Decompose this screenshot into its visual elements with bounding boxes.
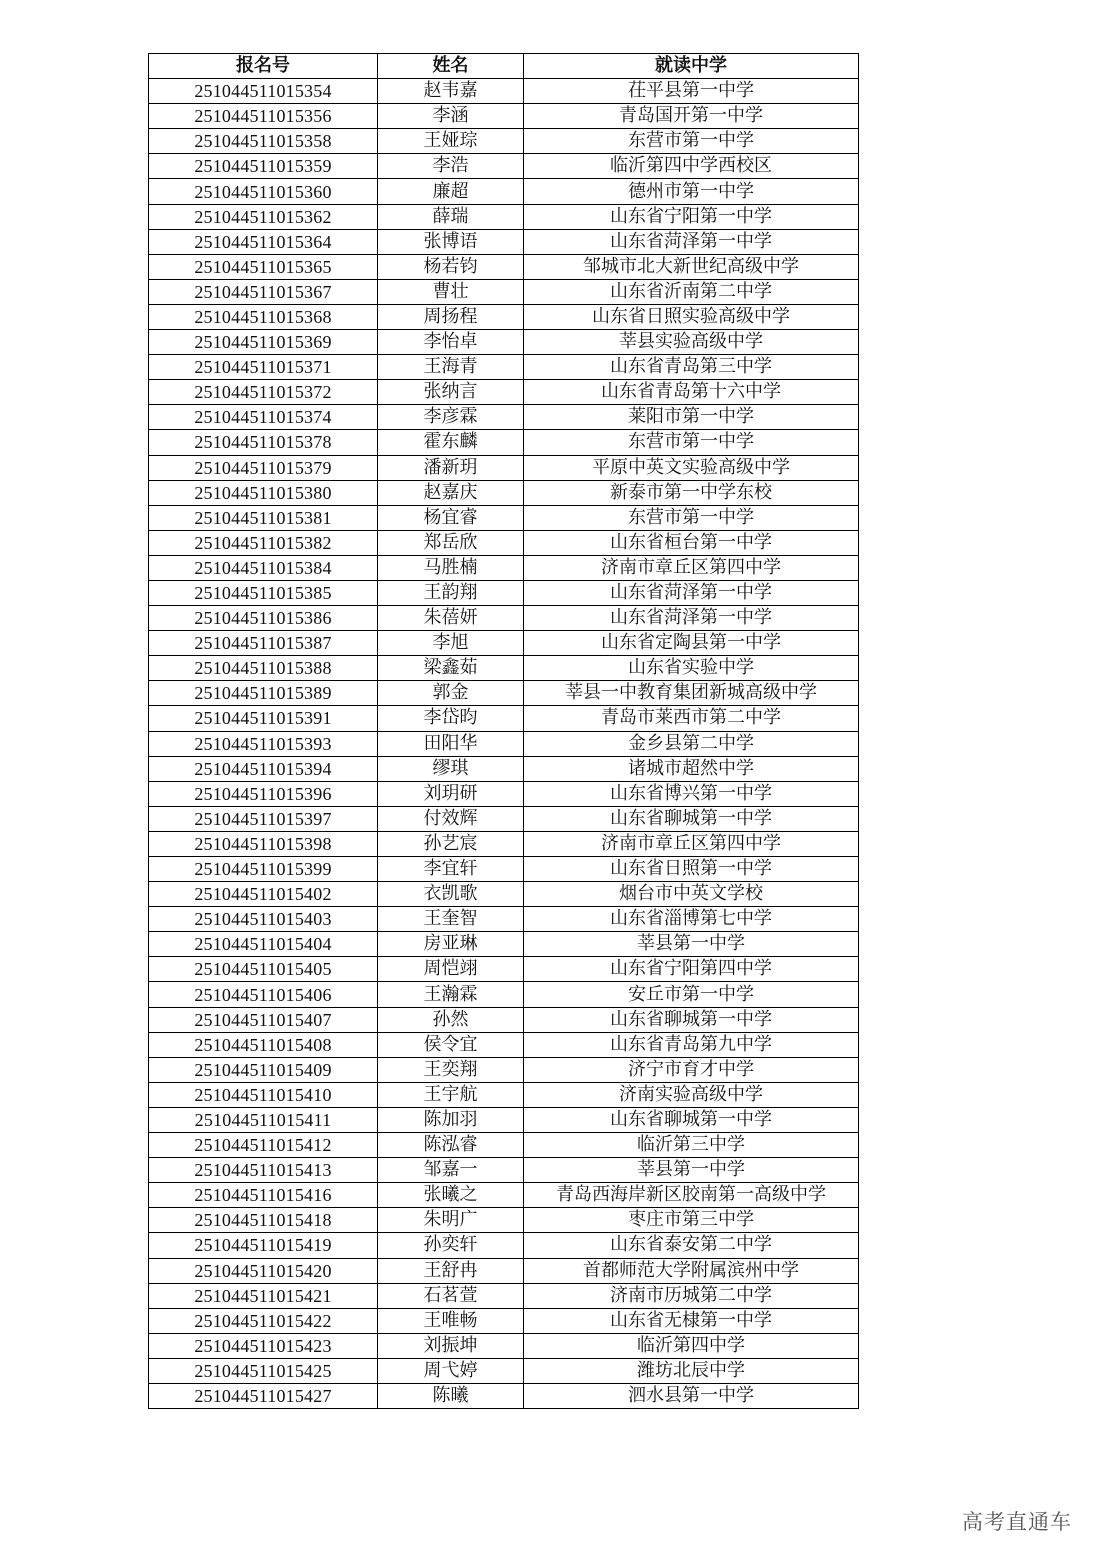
cell-registration-number: 251044511015391	[149, 706, 378, 731]
table-row	[149, 1333, 859, 1358]
table-row	[149, 104, 859, 129]
cell-registration-number: 251044511015384	[149, 555, 378, 580]
cell-student-name: 李岱昀	[378, 706, 524, 731]
cell-student-name: 陈加羽	[378, 1107, 524, 1132]
table-row	[149, 806, 859, 831]
table-row	[149, 857, 859, 882]
table-row	[149, 480, 859, 505]
table-row	[149, 1183, 859, 1208]
cell-student-name: 付效辉	[378, 806, 524, 831]
header-high-school: 就读中学	[524, 54, 859, 79]
cell-high-school: 平原中英文实验高级中学	[524, 455, 859, 480]
cell-student-name: 周扬程	[378, 304, 524, 329]
cell-registration-number: 251044511015409	[149, 1057, 378, 1082]
table-header	[149, 54, 859, 79]
header-name: 姓名	[378, 54, 524, 79]
cell-high-school: 枣庄市第三中学	[524, 1208, 859, 1233]
table-row	[149, 932, 859, 957]
table-row	[149, 1358, 859, 1383]
cell-student-name: 朱蓓妍	[378, 606, 524, 631]
cell-student-name: 孙奕轩	[378, 1233, 524, 1258]
table-row	[149, 1283, 859, 1308]
table-row	[149, 1057, 859, 1082]
table-row	[149, 606, 859, 631]
cell-registration-number: 251044511015402	[149, 882, 378, 907]
cell-registration-number: 251044511015398	[149, 831, 378, 856]
table-row	[149, 229, 859, 254]
table-row	[149, 756, 859, 781]
cell-high-school: 临沂第三中学	[524, 1133, 859, 1158]
table-row	[149, 580, 859, 605]
cell-high-school: 山东省实验中学	[524, 656, 859, 681]
cell-registration-number: 251044511015418	[149, 1208, 378, 1233]
cell-high-school: 青岛市莱西市第二中学	[524, 706, 859, 731]
cell-student-name: 王娅琮	[378, 129, 524, 154]
cell-student-name: 孙艺宸	[378, 831, 524, 856]
cell-registration-number: 251044511015356	[149, 104, 378, 129]
cell-high-school: 东营市第一中学	[524, 430, 859, 455]
cell-student-name: 王奕翔	[378, 1057, 524, 1082]
cell-registration-number: 251044511015405	[149, 957, 378, 982]
cell-registration-number: 251044511015358	[149, 129, 378, 154]
cell-high-school: 山东省泰安第二中学	[524, 1233, 859, 1258]
cell-student-name: 郭金	[378, 681, 524, 706]
cell-registration-number: 251044511015411	[149, 1107, 378, 1132]
cell-student-name: 周恺翊	[378, 957, 524, 982]
cell-registration-number: 251044511015360	[149, 179, 378, 204]
cell-student-name: 陈曦	[378, 1383, 524, 1408]
table-row	[149, 731, 859, 756]
cell-high-school: 邹城市北大新世纪高级中学	[524, 254, 859, 279]
cell-registration-number: 251044511015412	[149, 1133, 378, 1158]
cell-student-name: 李怡卓	[378, 330, 524, 355]
cell-registration-number: 251044511015403	[149, 907, 378, 932]
cell-student-name: 朱明广	[378, 1208, 524, 1233]
cell-registration-number: 251044511015374	[149, 405, 378, 430]
cell-high-school: 莘县第一中学	[524, 932, 859, 957]
cell-registration-number: 251044511015367	[149, 279, 378, 304]
cell-high-school: 济南市章丘区第四中学	[524, 831, 859, 856]
header-registration-number: 报名号	[149, 54, 378, 79]
cell-registration-number: 251044511015416	[149, 1183, 378, 1208]
cell-student-name: 王瀚霖	[378, 982, 524, 1007]
table-row	[149, 1258, 859, 1283]
cell-registration-number: 251044511015359	[149, 154, 378, 179]
table-row	[149, 455, 859, 480]
cell-registration-number: 251044511015407	[149, 1007, 378, 1032]
cell-high-school: 莘县第一中学	[524, 1158, 859, 1183]
cell-student-name: 衣凯歌	[378, 882, 524, 907]
cell-high-school: 山东省日照实验高级中学	[524, 304, 859, 329]
cell-registration-number: 251044511015393	[149, 731, 378, 756]
cell-registration-number: 251044511015404	[149, 932, 378, 957]
cell-student-name: 王舒冉	[378, 1258, 524, 1283]
cell-registration-number: 251044511015372	[149, 380, 378, 405]
cell-high-school: 山东省聊城第一中学	[524, 1007, 859, 1032]
cell-high-school: 山东省聊城第一中学	[524, 806, 859, 831]
cell-student-name: 张博语	[378, 229, 524, 254]
table-row	[149, 1107, 859, 1132]
cell-registration-number: 251044511015394	[149, 756, 378, 781]
cell-student-name: 王海青	[378, 355, 524, 380]
cell-registration-number: 251044511015368	[149, 304, 378, 329]
table-row	[149, 129, 859, 154]
cell-student-name: 张曦之	[378, 1183, 524, 1208]
cell-high-school: 潍坊北辰中学	[524, 1358, 859, 1383]
cell-student-name: 杨宜睿	[378, 505, 524, 530]
cell-high-school: 山东省无棣第一中学	[524, 1308, 859, 1333]
table-row	[149, 530, 859, 555]
table-row	[149, 1383, 859, 1408]
table-row	[149, 1233, 859, 1258]
cell-student-name: 陈泓睿	[378, 1133, 524, 1158]
cell-registration-number: 251044511015425	[149, 1358, 378, 1383]
cell-student-name: 王唯畅	[378, 1308, 524, 1333]
cell-registration-number: 251044511015423	[149, 1333, 378, 1358]
cell-high-school: 山东省菏泽第一中学	[524, 580, 859, 605]
cell-registration-number: 251044511015399	[149, 857, 378, 882]
table-row	[149, 982, 859, 1007]
cell-registration-number: 251044511015380	[149, 480, 378, 505]
cell-registration-number: 251044511015364	[149, 229, 378, 254]
cell-registration-number: 251044511015422	[149, 1308, 378, 1333]
cell-registration-number: 251044511015371	[149, 355, 378, 380]
cell-student-name: 霍东麟	[378, 430, 524, 455]
cell-high-school: 济南市章丘区第四中学	[524, 555, 859, 580]
table-row	[149, 706, 859, 731]
table-row	[149, 179, 859, 204]
table-row	[149, 681, 859, 706]
cell-student-name: 田阳华	[378, 731, 524, 756]
cell-registration-number: 251044511015387	[149, 631, 378, 656]
cell-student-name: 李宜轩	[378, 857, 524, 882]
table-row	[149, 355, 859, 380]
cell-registration-number: 251044511015362	[149, 204, 378, 229]
watermark-text: 高考直通车	[962, 1510, 1072, 1534]
table-row	[149, 781, 859, 806]
table-row	[149, 330, 859, 355]
cell-registration-number: 251044511015413	[149, 1158, 378, 1183]
cell-registration-number: 251044511015381	[149, 505, 378, 530]
table-row	[149, 1133, 859, 1158]
cell-high-school: 山东省沂南第二中学	[524, 279, 859, 304]
cell-student-name: 赵韦嘉	[378, 79, 524, 104]
cell-high-school: 山东省定陶县第一中学	[524, 631, 859, 656]
table-row	[149, 907, 859, 932]
cell-student-name: 赵嘉庆	[378, 480, 524, 505]
cell-high-school: 新泰市第一中学东校	[524, 480, 859, 505]
cell-registration-number: 251044511015408	[149, 1032, 378, 1057]
cell-student-name: 李彦霖	[378, 405, 524, 430]
cell-high-school: 山东省宁阳第一中学	[524, 204, 859, 229]
cell-high-school: 泗水县第一中学	[524, 1383, 859, 1408]
table-row	[149, 304, 859, 329]
table-row	[149, 154, 859, 179]
cell-registration-number: 251044511015410	[149, 1082, 378, 1107]
cell-high-school: 山东省青岛第三中学	[524, 355, 859, 380]
table-row	[149, 1208, 859, 1233]
cell-high-school: 临沂第四中学西校区	[524, 154, 859, 179]
student-roster-table	[148, 53, 859, 1409]
cell-high-school: 山东省聊城第一中学	[524, 1107, 859, 1132]
cell-high-school: 莘县实验高级中学	[524, 330, 859, 355]
cell-student-name: 缪琪	[378, 756, 524, 781]
cell-high-school: 山东省青岛第十六中学	[524, 380, 859, 405]
cell-high-school: 济南实验高级中学	[524, 1082, 859, 1107]
cell-high-school: 临沂第四中学	[524, 1333, 859, 1358]
cell-high-school: 安丘市第一中学	[524, 982, 859, 1007]
cell-student-name: 张纳言	[378, 380, 524, 405]
cell-high-school: 山东省菏泽第一中学	[524, 606, 859, 631]
table-row	[149, 254, 859, 279]
table-row	[149, 279, 859, 304]
cell-student-name: 王韵翔	[378, 580, 524, 605]
cell-student-name: 廉超	[378, 179, 524, 204]
cell-registration-number: 251044511015420	[149, 1258, 378, 1283]
cell-high-school: 诸城市超然中学	[524, 756, 859, 781]
cell-registration-number: 251044511015388	[149, 656, 378, 681]
table-row	[149, 1032, 859, 1057]
cell-registration-number: 251044511015378	[149, 430, 378, 455]
cell-registration-number: 251044511015382	[149, 530, 378, 555]
table-row	[149, 1158, 859, 1183]
cell-high-school: 青岛国开第一中学	[524, 104, 859, 129]
table-row	[149, 656, 859, 681]
cell-high-school: 烟台市中英文学校	[524, 882, 859, 907]
cell-student-name: 王奎智	[378, 907, 524, 932]
cell-registration-number: 251044511015379	[149, 455, 378, 480]
cell-high-school: 东营市第一中学	[524, 505, 859, 530]
cell-student-name: 王宇航	[378, 1082, 524, 1107]
table-row	[149, 204, 859, 229]
cell-student-name: 孙然	[378, 1007, 524, 1032]
cell-high-school: 山东省青岛第九中学	[524, 1032, 859, 1057]
cell-high-school: 山东省桓台第一中学	[524, 530, 859, 555]
cell-high-school: 德州市第一中学	[524, 179, 859, 204]
cell-registration-number: 251044511015419	[149, 1233, 378, 1258]
cell-registration-number: 251044511015386	[149, 606, 378, 631]
table-row	[149, 555, 859, 580]
cell-high-school: 山东省菏泽第一中学	[524, 229, 859, 254]
table-row	[149, 1007, 859, 1032]
cell-high-school: 济南市历城第二中学	[524, 1283, 859, 1308]
cell-high-school: 莘县一中教育集团新城高级中学	[524, 681, 859, 706]
cell-student-name: 薛瑞	[378, 204, 524, 229]
cell-registration-number: 251044511015397	[149, 806, 378, 831]
cell-high-school: 济宁市育才中学	[524, 1057, 859, 1082]
table-row	[149, 380, 859, 405]
table-row	[149, 505, 859, 530]
cell-student-name: 房亚琳	[378, 932, 524, 957]
table-row	[149, 79, 859, 104]
table-row	[149, 882, 859, 907]
table-row	[149, 957, 859, 982]
cell-student-name: 杨若钧	[378, 254, 524, 279]
cell-student-name: 刘振坤	[378, 1333, 524, 1358]
cell-registration-number: 251044511015406	[149, 982, 378, 1007]
table-row	[149, 1308, 859, 1333]
cell-student-name: 李旭	[378, 631, 524, 656]
cell-high-school: 茌平县第一中学	[524, 79, 859, 104]
table-row	[149, 831, 859, 856]
cell-student-name: 李涵	[378, 104, 524, 129]
cell-student-name: 梁鑫茹	[378, 656, 524, 681]
cell-student-name: 周弋婷	[378, 1358, 524, 1383]
cell-registration-number: 251044511015365	[149, 254, 378, 279]
cell-registration-number: 251044511015389	[149, 681, 378, 706]
cell-student-name: 侯令宜	[378, 1032, 524, 1057]
cell-student-name: 马胜楠	[378, 555, 524, 580]
table-row	[149, 1082, 859, 1107]
table-row	[149, 405, 859, 430]
cell-high-school: 青岛西海岸新区胶南第一高级中学	[524, 1183, 859, 1208]
table-row	[149, 430, 859, 455]
cell-high-school: 首都师范大学附属滨州中学	[524, 1258, 859, 1283]
cell-student-name: 刘玥研	[378, 781, 524, 806]
cell-registration-number: 251044511015396	[149, 781, 378, 806]
cell-student-name: 邹嘉一	[378, 1158, 524, 1183]
cell-student-name: 李浩	[378, 154, 524, 179]
cell-high-school: 东营市第一中学	[524, 129, 859, 154]
cell-student-name: 曹壮	[378, 279, 524, 304]
cell-high-school: 山东省博兴第一中学	[524, 781, 859, 806]
cell-registration-number: 251044511015385	[149, 580, 378, 605]
cell-student-name: 石茗萱	[378, 1283, 524, 1308]
cell-student-name: 郑岳欣	[378, 530, 524, 555]
cell-registration-number: 251044511015354	[149, 79, 378, 104]
cell-registration-number: 251044511015427	[149, 1383, 378, 1408]
cell-registration-number: 251044511015369	[149, 330, 378, 355]
cell-high-school: 金乡县第二中学	[524, 731, 859, 756]
cell-high-school: 山东省日照第一中学	[524, 857, 859, 882]
cell-student-name: 潘新玥	[378, 455, 524, 480]
cell-registration-number: 251044511015421	[149, 1283, 378, 1308]
header-row	[149, 54, 859, 79]
table-body	[149, 79, 859, 1409]
table-row	[149, 631, 859, 656]
cell-high-school: 山东省淄博第七中学	[524, 907, 859, 932]
cell-high-school: 山东省宁阳第四中学	[524, 957, 859, 982]
cell-high-school: 莱阳市第一中学	[524, 405, 859, 430]
